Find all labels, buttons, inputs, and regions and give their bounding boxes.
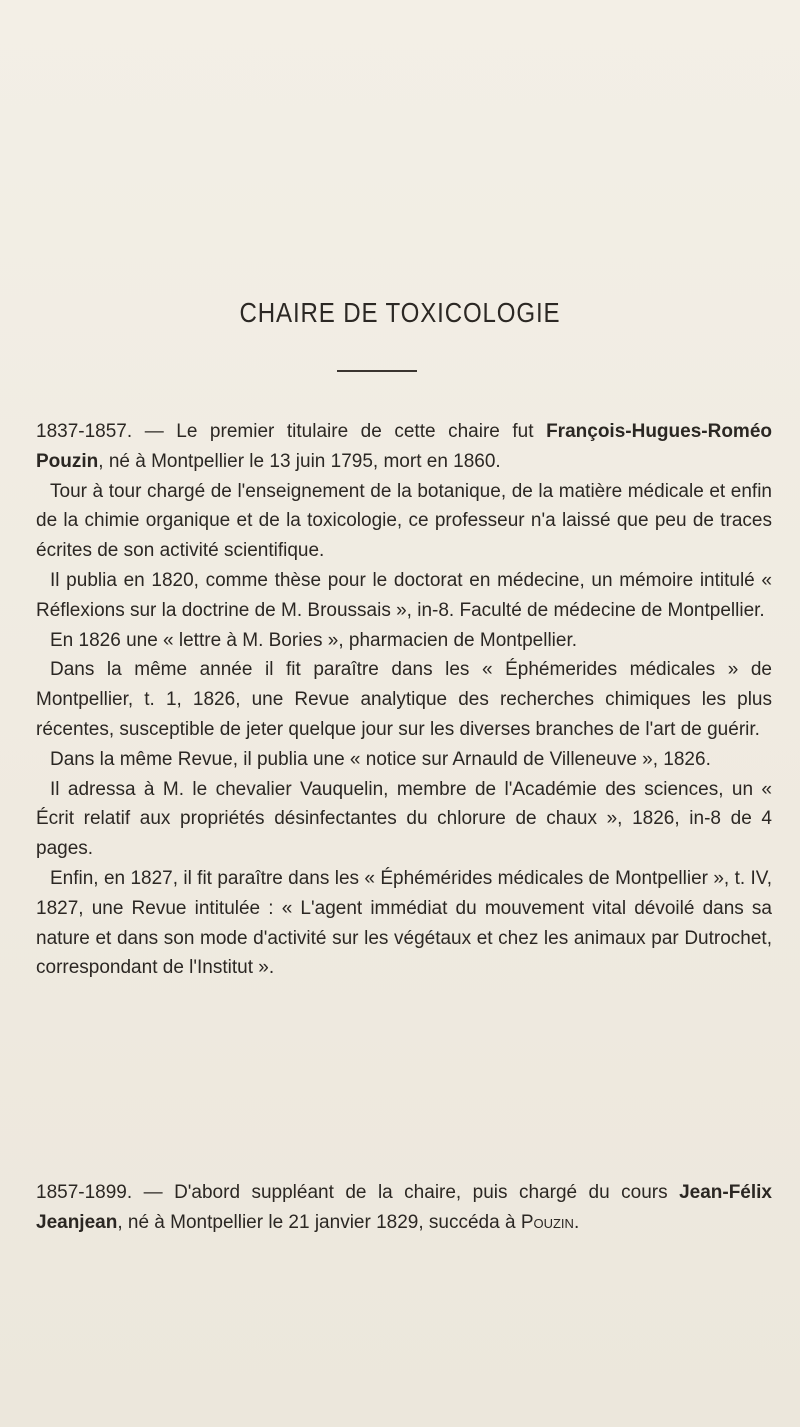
page-title: CHAIRE DE TOXICOLOGIE — [239, 297, 561, 328]
section-1-intro: — Le premier titulaire de cette chaire fut — [132, 421, 547, 442]
section-1-name: François-Hugues-Roméo Pouzin — [36, 421, 772, 472]
section-1-paragraph-5: Dans la même année il fit paraître dans les « Éphémerides médicales » de Montpellier, t. 1, 1826, une Revue analytique des recherches chimiques les plus récentes, susceptible de jeter quelque jour sur les diverses branches de l'art de guérir. — [36, 659, 772, 740]
section-2-name: Jean-Félix Jeanjean — [36, 1182, 772, 1233]
title-divider — [337, 370, 417, 372]
section-1-birth: , né à Montpellier le 13 juin 1795, mort en 1860. — [98, 450, 501, 472]
section-2-rest: , né à Montpellier le 21 janvier 1829, succéda à — [117, 1211, 521, 1233]
section-1-paragraph-7: Il adressa à M. le chevalier Vauquelin, membre de l'Académie des sciences, un « Écrit relatif aux propriétés désinfectantes du chlorure de chaux », 1826, in-8 de 4 pages. — [36, 778, 772, 860]
section-1-paragraph-8: Enfin, en 1827, il fit paraître dans les « Éphémérides médicales de Montpellier », t. IV, 1827, une Revue intitulée : « L'agent immédiat du mouvement vital dévoilé dans sa nature et dans son mode d'activité sur les végétaux et chez les animaux par Dutrochet, correspondant de l'Institut ». — [36, 867, 772, 979]
section-2-successor: Pouzin — [520, 1211, 574, 1233]
section-1-paragraph-3: Il publia en 1820, comme thèse pour le doctorat en médecine, un mémoire intitulé « Réflexions sur la doctrine de M. Broussais », in-8. Faculté de médecine de Montpellier. — [36, 569, 772, 621]
section-1837-1857 — [36, 417, 772, 983]
section-2-date: 1857-1899. — [36, 1182, 133, 1203]
section-1-paragraph-6: Dans la même Revue, il publia une « notice sur Arnauld de Villeneuve », 1826. — [50, 748, 711, 770]
section-1857-1899 — [36, 1178, 772, 1238]
section-2-paragraph-1 — [36, 1178, 772, 1238]
section-2-end: . — [573, 1211, 580, 1233]
section-2-intro: — D'abord suppléant de la chaire, puis chargé du cours — [132, 1182, 680, 1203]
section-1-paragraph-4: En 1826 une « lettre à M. Bories », pharmacien de Montpellier. — [50, 629, 578, 651]
section-1-date: 1837-1857. — [36, 421, 133, 442]
section-1-paragraph-1 — [36, 417, 772, 477]
section-1-paragraph-2: Tour à tour chargé de l'enseignement de la botanique, de la matière médicale et enfin de la chimie organique et de la toxicologie, ce professeur n'a laissé que peu de traces écrites de son activité scientifique. — [36, 480, 772, 562]
